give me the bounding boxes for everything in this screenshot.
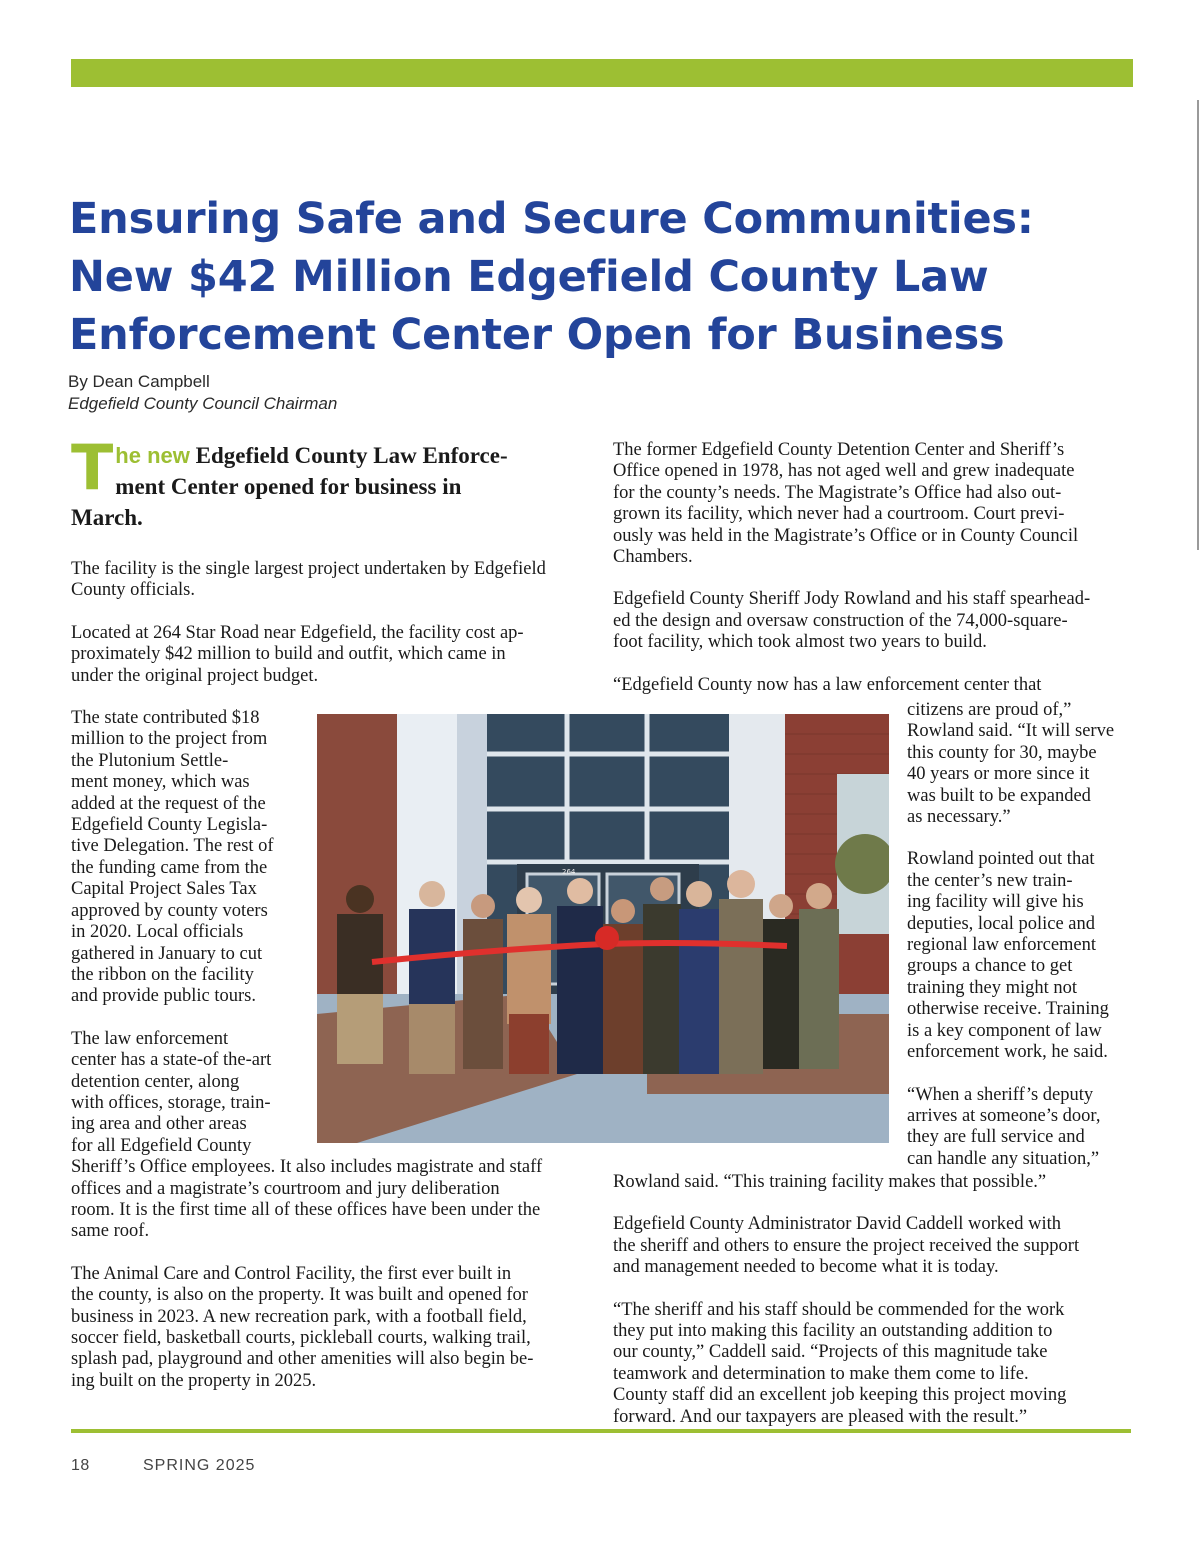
- text-line: “Edgefield County now has a law enforcement center that: [613, 674, 1042, 695]
- text-line: approved by county voters: [71, 900, 268, 921]
- text-line: in 2020. Local officials: [71, 922, 244, 943]
- text-line: teamwork and determination to make them come to life.: [613, 1363, 1029, 1384]
- text-line: The former Edgefield County Detention Center and Sheriff’s: [613, 440, 1065, 460]
- text-line: arrives at someone’s door,: [907, 1105, 1101, 1126]
- text-line: Edgefield County Legisla-: [71, 815, 268, 836]
- ribbon-cutting-photo: [317, 714, 889, 1143]
- text-line: the center’s new train-: [907, 870, 1073, 891]
- author-name: By Dean Campbell: [68, 372, 210, 391]
- right-narrow-column: [907, 700, 1147, 1170]
- text-line: was built to be expanded: [907, 785, 1091, 806]
- text-line: Sheriff’s Office employees. It also includes magistrate and staff: [71, 1157, 543, 1178]
- text-line: enforcement work, he said.: [907, 1042, 1108, 1063]
- text-line: center has a state-of the-art: [71, 1050, 272, 1071]
- body-paragraph: [613, 589, 1133, 653]
- body-paragraph: [71, 623, 591, 687]
- text-line: offices and a magistrate’s courtroom and jury deliberation: [71, 1178, 500, 1199]
- lead-line: Edgefield County Law Enforce-: [195, 443, 508, 468]
- text-line: “When a sheriff’s deputy: [907, 1084, 1094, 1105]
- text-line: for the county’s needs. The Magistrate’s Office had also out-: [613, 482, 1062, 503]
- text-line: Edgefield County Sheriff Jody Rowland and his staff spearhead-: [613, 589, 1091, 610]
- text-line: added at the request of the: [71, 793, 266, 814]
- text-line: Rowland pointed out that: [907, 849, 1095, 870]
- title-line: New $42 Million Edgefield County Law: [69, 252, 989, 302]
- drop-cap: T: [71, 431, 114, 504]
- text-line: Edgefield County Administrator David Caddell worked with: [613, 1214, 1062, 1235]
- issue-label: SPRING 2025: [143, 1457, 256, 1474]
- text-line: 40 years or more since it: [907, 764, 1090, 785]
- text-line: the funding came from the: [71, 857, 268, 878]
- page-edge-line: [1197, 100, 1199, 550]
- body-paragraph: [907, 849, 1147, 1063]
- text-line: Chambers.: [613, 547, 693, 568]
- text-line: The facility is the single largest project undertaken by Edgefield: [71, 559, 546, 579]
- text-line: Rowland said. “It will serve: [907, 721, 1115, 742]
- text-line: forward. And our taxpayers are pleased with the result.”: [613, 1406, 1028, 1427]
- text-line: the Plutonium Settle-: [71, 750, 229, 771]
- text-line: same roof.: [71, 1221, 150, 1242]
- text-line: tive Delegation. The rest of: [71, 836, 274, 857]
- title-line: Enforcement Center Open for Business: [69, 310, 1005, 360]
- text-line: Office opened in 1978, has not aged well and grew inadequate: [613, 461, 1075, 482]
- text-line: proximately $42 million to build and outfit, which came in: [71, 644, 506, 665]
- text-line: under the original project budget.: [71, 665, 319, 686]
- text-line: training they might not: [907, 977, 1078, 998]
- text-line: citizens are proud of,”: [907, 700, 1072, 720]
- text-line: otherwise receive. Training: [907, 999, 1109, 1020]
- text-line: County staff did an excellent job keeping this project moving: [613, 1385, 1067, 1406]
- text-line: million to the project from: [71, 729, 268, 750]
- text-line: ing facility will give his: [907, 892, 1084, 913]
- text-line: County officials.: [71, 580, 196, 601]
- text-line: ing built on the property in 2025.: [71, 1370, 317, 1391]
- text-line: Located at 264 Star Road near Edgefield, the facility cost ap-: [71, 622, 524, 643]
- text-line: The state contributed $18: [71, 708, 260, 729]
- text-line: they put into making this facility an outstanding addition to: [613, 1321, 1053, 1342]
- footer-divider: [71, 1429, 1131, 1433]
- body-paragraph: [71, 559, 591, 602]
- text-line: ed the design and oversaw construction of the 74,000-square-: [613, 610, 1068, 631]
- body-paragraph: [907, 1085, 1147, 1171]
- text-line: room. It is the first time all of these offices have been under the: [71, 1199, 541, 1220]
- text-line: as necessary.”: [907, 807, 1011, 828]
- text-line: gathered in January to cut: [71, 943, 263, 964]
- text-line: ing area and other areas: [71, 1114, 247, 1135]
- body-paragraph: [613, 1214, 1133, 1278]
- text-line: groups a chance to get: [907, 956, 1073, 977]
- text-line: splash pad, playground and other amenities will also begin be-: [71, 1349, 534, 1370]
- lead-paragraph: [71, 431, 591, 533]
- right-lower-column: [613, 1172, 1133, 1449]
- text-line: ment money, which was: [71, 772, 250, 793]
- text-line: they are full service and: [907, 1127, 1085, 1148]
- text-line: the county, is also on the property. It was built and opened for: [71, 1285, 528, 1306]
- byline: [68, 371, 337, 415]
- body-paragraph: [71, 1264, 591, 1392]
- text-line: Capital Project Sales Tax: [71, 879, 257, 900]
- body-paragraph: [613, 675, 1133, 696]
- text-line: deputies, local police and: [907, 913, 1096, 934]
- text-line: and management needed to become what it is today.: [613, 1257, 999, 1278]
- text-line: Rowland said. “This training facility makes that possible.”: [613, 1172, 1047, 1192]
- author-role: Edgefield County Council Chairman: [68, 394, 338, 413]
- text-line: business in 2023. A new recreation park, with a football field,: [71, 1306, 527, 1327]
- text-line: this county for 30, maybe: [907, 742, 1097, 763]
- page-number: 18: [71, 1457, 90, 1474]
- right-column: [613, 440, 1133, 696]
- text-line: The law enforcement: [71, 1028, 229, 1049]
- text-line: the sheriff and others to ensure the project received the support: [613, 1235, 1080, 1256]
- text-line: is a key component of law: [907, 1020, 1102, 1041]
- text-line: the ribbon on the facility: [71, 964, 254, 985]
- text-line: “The sheriff and his staff should be commended for the work: [613, 1299, 1065, 1320]
- lead-opening: he new: [115, 443, 190, 468]
- text-line: grown its facility, which never had a courtroom. Court previ-: [613, 504, 1065, 525]
- text-line: detention center, along: [71, 1071, 240, 1092]
- body-paragraph: [907, 700, 1147, 828]
- body-paragraph: [613, 1172, 1133, 1193]
- lead-line: ment Center opened for business in: [115, 474, 462, 499]
- lead-line: March.: [71, 505, 143, 530]
- text-line: foot facility, which took almost two years to build.: [613, 632, 987, 653]
- door-number: 264: [562, 868, 576, 876]
- article-title: [69, 190, 1149, 364]
- text-line: with offices, storage, train-: [71, 1092, 271, 1113]
- text-line: our county,” Caddell said. “Projects of this magnitude take: [613, 1342, 1048, 1363]
- text-line: ously was held in the Magistrate’s Office or in County Council: [613, 525, 1079, 546]
- text-line: for all Edgefield County: [71, 1135, 252, 1156]
- body-paragraph: [613, 1300, 1133, 1428]
- body-paragraph: [613, 440, 1133, 568]
- top-accent-bar: [71, 59, 1133, 87]
- text-line: and provide public tours.: [71, 986, 256, 1007]
- text-line: The Animal Care and Control Facility, the first ever built in: [71, 1263, 512, 1284]
- text-line: regional law enforcement: [907, 935, 1097, 956]
- title-line: Ensuring Safe and Secure Communities:: [69, 194, 1034, 244]
- text-line: can handle any situation,”: [907, 1148, 1100, 1169]
- text-line: soccer field, basketball courts, pickleball courts, walking trail,: [71, 1328, 531, 1348]
